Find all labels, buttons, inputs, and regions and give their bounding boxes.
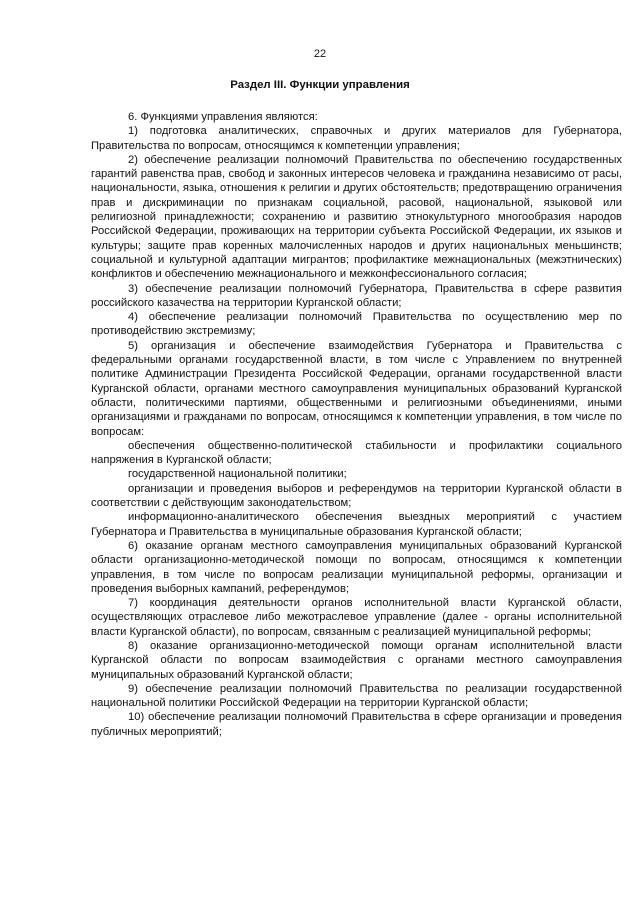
paragraph-item-6: 6) оказание органам местного самоуправления муниципальных образований Курганской области организационно-методической помощи по вопросам, относящимся к компетенции управления, в том числе по вопросам реализации муниципальной реформы, организации и проведения выборных кампаний, референдумов; — [91, 539, 622, 595]
paragraph-subitem-stability: обеспечения общественно-политической стабильности и профилактики социального напряжения в Курганской области; — [91, 439, 622, 467]
paragraph-subitem-elections: организации и проведения выборов и референдумов на территории Курганской области в соответствии с действующим законодательством; — [91, 482, 622, 510]
paragraph-item-7: 7) координация деятельности органов исполнительной власти Курганской области, осуществляющих отраслевое либо межотраслевое управление (далее - органы исполнительной власти Курганской области), по вопросам, связанным с реализацией муниципальной реформы; — [91, 597, 622, 638]
paragraph-item-3: 3) обеспечение реализации полномочий Губернатора, Правительства в сфере развития российского казачества на территории Курганской области; — [91, 282, 622, 309]
paragraph-item-2: 2) обеспечение реализации полномочий Правительства по обеспечению государственных гарантий равенства прав, свобод и законных интересов человека и гражданина независимо от расы, национальности, языка, отношения к религии и других обстоятельств; предотвращению ограничения прав и дискриминации по признакам социальной, расовой, национальной, языковой или религиозной принадлежности; сохранению и развитию этнокультурного многообразия народов Российской Федерации, проживающих на территории субъекта Российской Федерации, их языков и культуры; защите прав коренных малочисленных народов и других национальных меньшинств; социальной и культурной адаптации мигрантов; профилактике межнациональных (межэтнических) конфликтов и обеспечению межнационального и межконфессионального согласия; — [91, 153, 622, 281]
paragraph-item-10: 10) обеспечение реализации полномочий Правительства в сфере организации и проведения публичных мероприятий; — [91, 711, 622, 738]
paragraph-item-4: 4) обеспечение реализации полномочий Правительства по осуществлению мер по противодействию экстремизму; — [91, 311, 622, 338]
page-number: 22 — [313, 48, 327, 60]
paragraph-intro: 6. Функциями управления являются: — [128, 111, 318, 123]
section-heading: Раздел III. Функции управления — [230, 79, 410, 91]
paragraph-subitem-national-policy: государственной национальной политики; — [128, 468, 347, 481]
paragraph-item-8: 8) оказание организационно-методической помощи органам исполнительной власти Курганской области по вопросам взаимодействия с органами местного самоуправления муниципальных образований Курганской области; — [91, 639, 622, 681]
paragraph-item-1: 1) подготовка аналитических, справочных и других материалов для Губернатора, Правительства по вопросам, относящимся к компетенции управления; — [91, 125, 622, 152]
paragraph-item-9: 9) обеспечение реализации полномочий Правительства по реализации государственной национальной политики Российской Федерации на территории Курганской области; — [91, 682, 622, 710]
document-body — [91, 110, 622, 739]
paragraph-item-5: 5) организация и обеспечение взаимодействия Губернатора и Правительства с федеральными органами государственной власти, в том числе с Управлением по внутренней политике Администрации Президента Российской Федерации, органами государственной власти Курганской области, органами местного самоуправления муниципальных образований Курганской области, политическими партиями, общественными и религиозными объединениями, иными организациями и гражданами по вопросам, относящимся к компетенции управления, в том числе по вопросам: — [91, 339, 622, 438]
paragraph-subitem-info-support: информационно-аналитического обеспечения выездных мероприятий с участием Губернатора и Правительства в муниципальные образования Курганской области; — [91, 511, 622, 538]
